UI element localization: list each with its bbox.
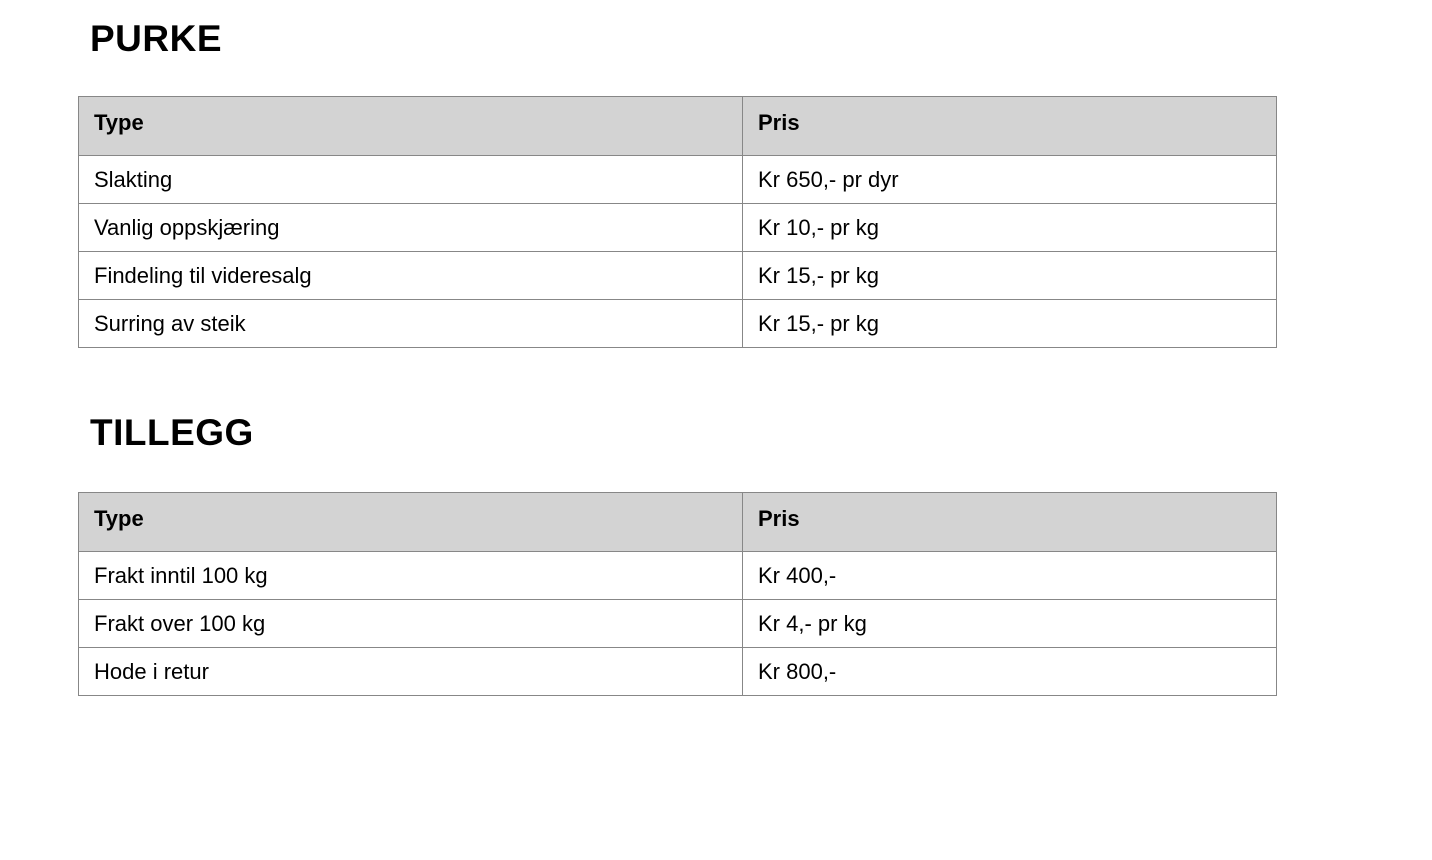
price-table-purke [78,96,1277,348]
cell-pris: Kr 650,- pr dyr [743,156,1277,204]
cell-pris: Kr 15,- pr kg [743,300,1277,348]
table-row [79,600,1277,648]
cell-pris: Kr 4,- pr kg [743,600,1277,648]
cell-pris: Kr 10,- pr kg [743,204,1277,252]
section-title-tillegg: TILLEGG [90,412,254,453]
cell-type: Frakt over 100 kg [79,600,743,648]
column-header-type: Type [79,493,743,552]
table-row [79,204,1277,252]
price-table-tillegg [78,492,1277,696]
cell-type: Vanlig oppskjæring [79,204,743,252]
cell-type: Findeling til videresalg [79,252,743,300]
cell-pris: Kr 400,- [743,552,1277,600]
column-header-pris: Pris [743,493,1277,552]
cell-pris: Kr 800,- [743,648,1277,696]
table-row [79,552,1277,600]
column-header-pris: Pris [743,97,1277,156]
cell-type: Hode i retur [79,648,743,696]
table-header-row [79,493,1277,552]
table-row [79,252,1277,300]
section-title-purke: PURKE [90,18,223,59]
cell-type: Surring av steik [79,300,743,348]
table-header-row [79,97,1277,156]
column-header-type: Type [79,97,743,156]
cell-type: Slakting [79,156,743,204]
cell-type: Frakt inntil 100 kg [79,552,743,600]
document-page [0,17,1432,696]
table-row [79,648,1277,696]
cell-pris: Kr 15,- pr kg [743,252,1277,300]
table-row [79,156,1277,204]
table-row [79,300,1277,348]
